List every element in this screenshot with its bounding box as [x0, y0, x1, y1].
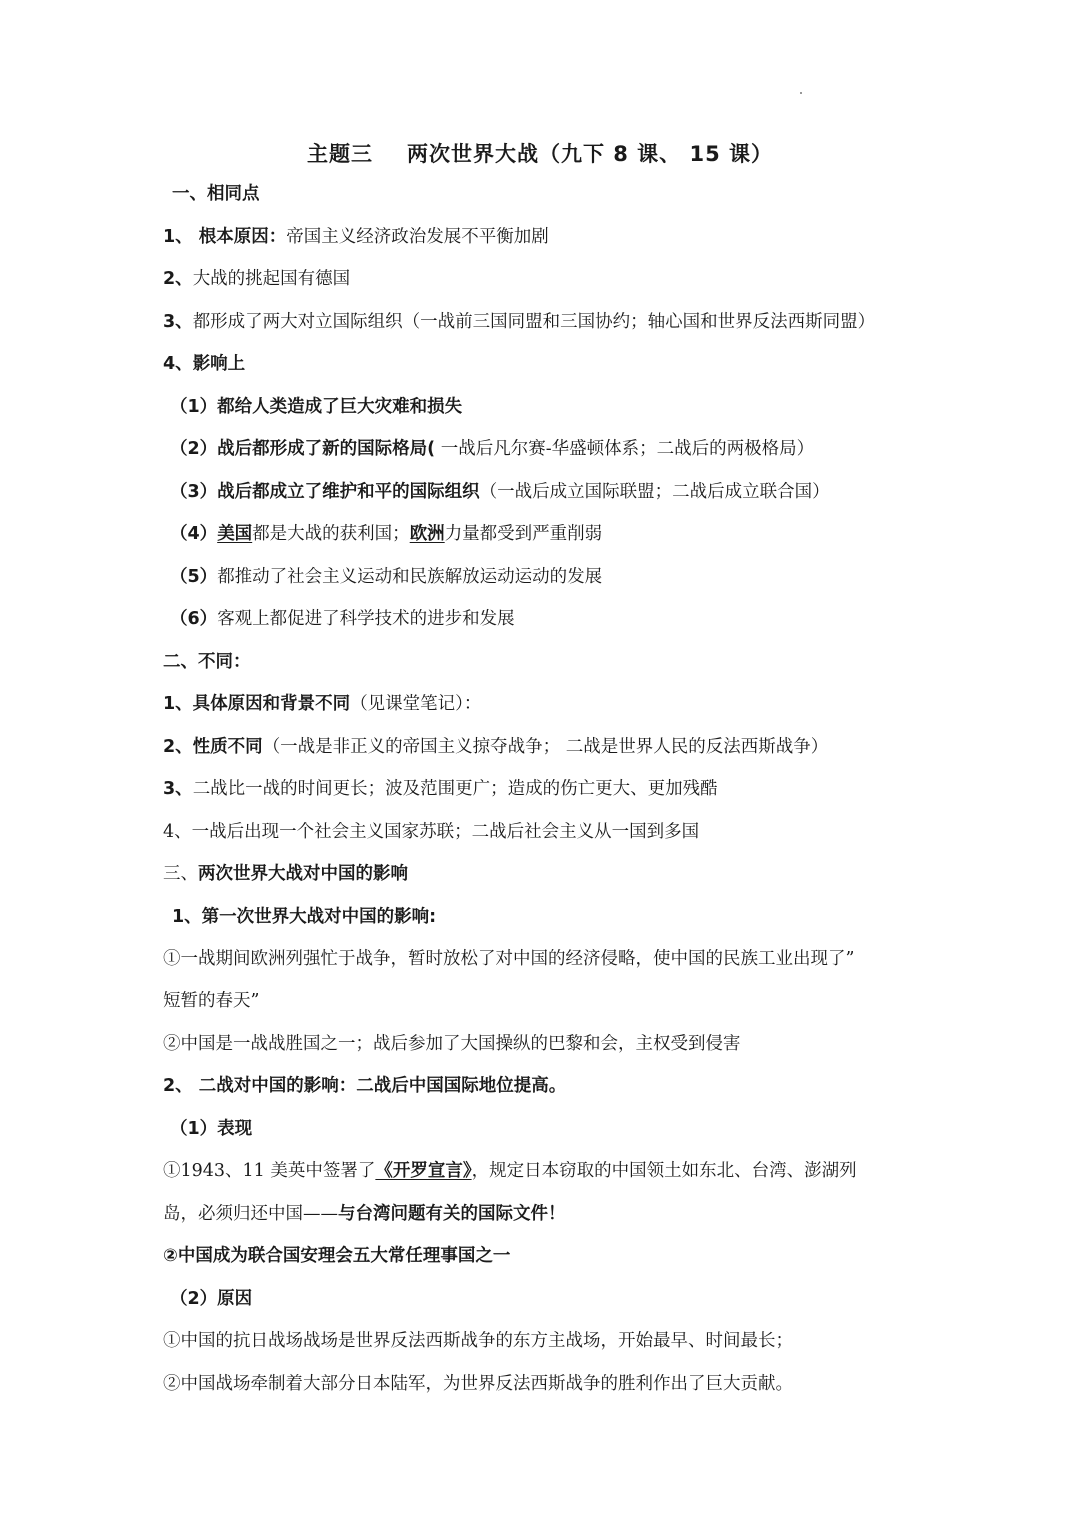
- page-title: [0, 138, 1080, 168]
- impact-item-3: （3）战后都成立了维护和平的国际组织（一战后成立国际联盟；二战后成立联合国）: [170, 482, 830, 502]
- difference-item-2: 2、性质不同（一战是非正义的帝国主义掠夺战争； 二战是世界人民的反法西斯战争）: [163, 737, 829, 757]
- subheading-ww2-impact: 2、 二战对中国的影响：二战后中国国际地位提高。: [163, 1076, 567, 1096]
- subheading-reason: （2）原因: [170, 1289, 253, 1309]
- impact-item-1: （1）都给人类造成了巨大灾难和损失: [170, 397, 463, 417]
- impact-item-2: （2）战后都形成了新的国际格局( 一战后凡尔赛-华盛顿体系；二战后的两极格局）: [170, 439, 815, 459]
- subheading-manifestation: （1）表现: [170, 1119, 253, 1139]
- subheading-ww1-impact: 1、第一次世界大战对中国的影响:: [172, 907, 437, 927]
- section-heading-impact-on-china: 三、两次世界大战对中国的影响: [163, 864, 408, 884]
- ww1-point-2: ②中国是一战战胜国之一；战后参加了大国操纵的巴黎和会，主权受到侵害: [163, 1034, 741, 1054]
- similarity-item-2: 2、大战的挑起国有德国: [163, 269, 351, 289]
- similarity-item-4: 4、影响上: [163, 354, 246, 374]
- underlined-usa: 美国: [217, 524, 253, 544]
- impact-item-6: （6）客观上都促进了科学技术的进步和发展: [170, 609, 515, 629]
- similarity-item-1: 1、 根本原因：帝国主义经济政治发展不平衡加剧: [163, 227, 549, 247]
- section-heading-similarities: 一、相同点: [172, 184, 260, 204]
- ww1-point-1-line-2: 短暂的春天”: [163, 991, 260, 1011]
- cairo-declaration: 《开罗宣言》: [375, 1161, 472, 1181]
- section-heading-differences: 二、不同：: [163, 652, 251, 672]
- reason-point-1: ①中国的抗日战场战场是世界反法西斯战争的东方主战场，开始最早、时间最长；: [163, 1331, 793, 1351]
- manifestation-point-2: ②中国成为联合国安理会五大常任理事国之一: [163, 1246, 511, 1266]
- stray-dot: [800, 92, 802, 94]
- manifestation-point-1-line-1: ①1943、11 美英中签署了《开罗宣言》，规定日本窃取的中国领土如东北、台湾、澎湖列: [163, 1161, 857, 1181]
- underlined-europe: 欧洲: [409, 524, 445, 544]
- similarity-item-3: 3、都形成了两大对立国际组织（一战前三国同盟和三国协约；轴心国和世界反法西斯同盟）: [163, 312, 876, 332]
- difference-item-3: 3、二战比一战的时间更长；波及范围更广；造成的伤亡更大、更加残酷: [163, 779, 718, 799]
- manifestation-point-1-line-2: 岛，必须归还中国——与台湾问题有关的国际文件！: [163, 1204, 566, 1224]
- ww1-point-1-line-1: ①一战期间欧洲列强忙于战争，暂时放松了对中国的经济侵略，使中国的民族工业出现了”: [163, 949, 855, 969]
- title-subject: 两次世界大战（九下 8 课、 15 课）: [406, 142, 774, 166]
- difference-item-4: 4、一战后出现一个社会主义国家苏联；二战后社会主义从一国到多国: [163, 822, 700, 842]
- reason-point-2: ②中国战场牵制着大部分日本陆军，为世界反法西斯战争的胜利作出了巨大贡献。: [163, 1374, 793, 1394]
- impact-item-4: （4）美国都是大战的获利国；欧洲力量都受到严重削弱: [170, 524, 603, 544]
- difference-item-1: 1、具体原因和背景不同（见课堂笔记）：: [163, 694, 482, 714]
- impact-item-5: （5）都推动了社会主义运动和民族解放运动运动的发展: [170, 567, 603, 587]
- title-topic: 主题三: [306, 142, 373, 166]
